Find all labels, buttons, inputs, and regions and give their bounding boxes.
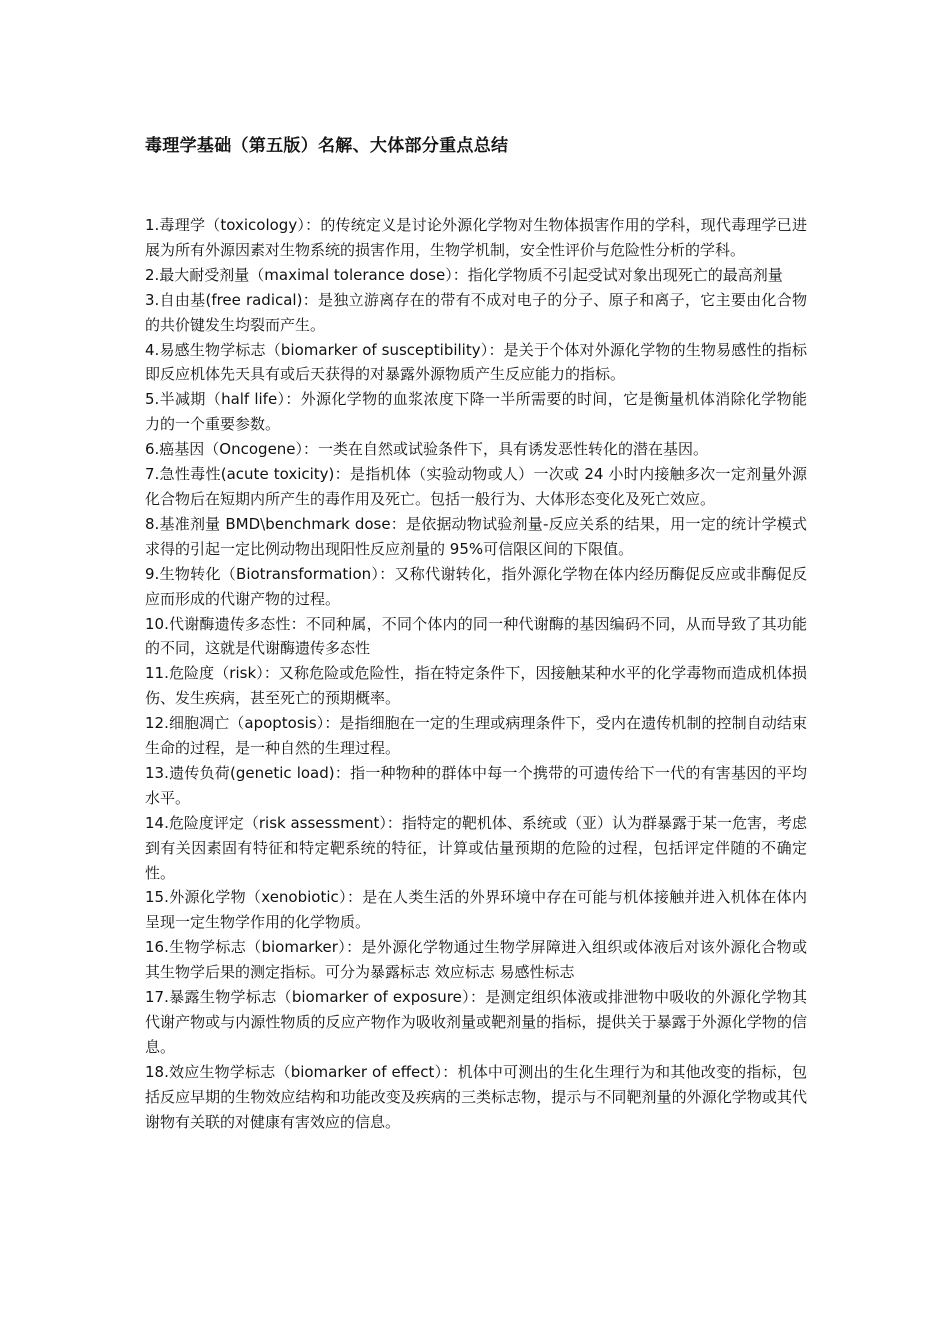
term-entry-14: 14.危险度评定（risk assessment）：指特定的靶机体、系统或（亚）认为群暴露于某一危害，考虑到有关因素固有特征和特定靶系统的特征，计算或估量预期的危险的过程，包括评定伴随的不确定性。 [145, 813, 807, 882]
term-entry-1: 1.毒理学（toxicology）：的传统定义是讨论外源化学物对生物体损害作用的学科，现代毒理学已进展为所有外源因素对生物系统的损害作用，生物学机制，安全性评价与危险性分析的学科。 [145, 216, 807, 259]
term-entry-7: 7.急性毒性(acute toxicity)：是指机体（实验动物或人）一次或 24 小时内接触多次一定剂量外源化合物后在短期内所产生的毒作用及死亡。包括一般行为、大体形态变化及死亡效应。 [145, 465, 807, 508]
term-entry-5: 5.半减期（half life）：外源化学物的血浆浓度下降一半所需要的时间，它是衡量机体消除化学物能力的一个重要参数。 [145, 390, 807, 434]
term-entry-16: 16.生物学标志（biomarker）：是外源化学物通过生物学屏障进入组织或体液后对该外源化合物或其生物学后果的测定指标。可分为暴露标志 效应标志 易感性标志 [145, 938, 807, 982]
document-page [145, 132, 807, 1135]
term-entry-3: 3.自由基(free radical)：是独立游离存在的带有不成对电子的分子、原子和离子，它主要由化合物的共价键发生均裂而产生。 [145, 290, 807, 334]
term-entry-11: 11.危险度（risk）：又称危险或危险性，指在特定条件下，因接触某种水平的化学毒物而造成机体损伤、发生疾病，甚至死亡的预期概率。 [145, 664, 807, 708]
term-definition-list [145, 213, 807, 1135]
term-entry-12: 12.细胞凋亡（apoptosis）：是指细胞在一定的生理或病理条件下，受内在遗传机制的控制自动结束生命的过程，是一种自然的生理过程。 [145, 714, 807, 758]
term-entry-4: 4.易感生物学标志（biomarker of susceptibility）：是关于个体对外源化学物的生物易感性的指标即反应机体先天具有或后天获得的对暴露外源物质产生反应能力的指标。 [145, 340, 807, 384]
term-entry-2: 2.最大耐受剂量（maximal tolerance dose）：指化学物质不引起受试对象出现死亡的最高剂量 [145, 265, 783, 284]
term-entry-6: 6.癌基因（Oncogene）：一类在自然或试验条件下，具有诱发恶性转化的潜在基因。 [145, 440, 709, 459]
term-entry-15: 15.外源化学物（xenobiotic）：是在人类生活的外界环境中存在可能与机体接触并进入机体在体内呈现一定生物学作用的化学物质。 [145, 888, 807, 932]
term-entry-10: 10.代谢酶遗传多态性：不同种属，不同个体内的同一种代谢酶的基因编码不同，从而导致了其功能的不同，这就是代谢酶遗传多态性 [145, 614, 807, 658]
term-entry-18: 18.效应生物学标志（biomarker of effect）：机体中可测出的生化生理行为和其他改变的指标，包括反应早期的生物效应结构和功能改变及疾病的三类标志物，提示与不同靶剂量的外源化学物或其代谢物有关联的对健康有害效应的信息。 [145, 1062, 807, 1131]
term-entry-9: 9.生物转化（Biotransformation）：又称代谢转化，指外源化学物在体内经历酶促反应或非酶促反应而形成的代谢产物的过程。 [145, 564, 807, 608]
term-entry-17: 17.暴露生物学标志（biomarker of exposure）：是测定组织体液或排泄物中吸收的外源化学物其代谢产物或与内源性物质的反应产物作为吸收剂量或靶剂量的指标，提供关于暴露于外源化学物的信息。 [145, 988, 807, 1056]
term-entry-8: 8.基准剂量 BMD\benchmark dose：是依据动物试验剂量-反应关系的结果，用一定的统计学模式求得的引起一定比例动物出现阳性反应剂量的 95%可信限区间的下限值。 [145, 514, 807, 558]
document-title: 毒理学基础（第五版）名解、大体部分重点总结 [145, 136, 509, 156]
term-entry-13: 13.遗传负荷(genetic load)：指一种物种的群体中每一个携带的可遗传给下一代的有害基因的平均水平。 [145, 763, 807, 807]
